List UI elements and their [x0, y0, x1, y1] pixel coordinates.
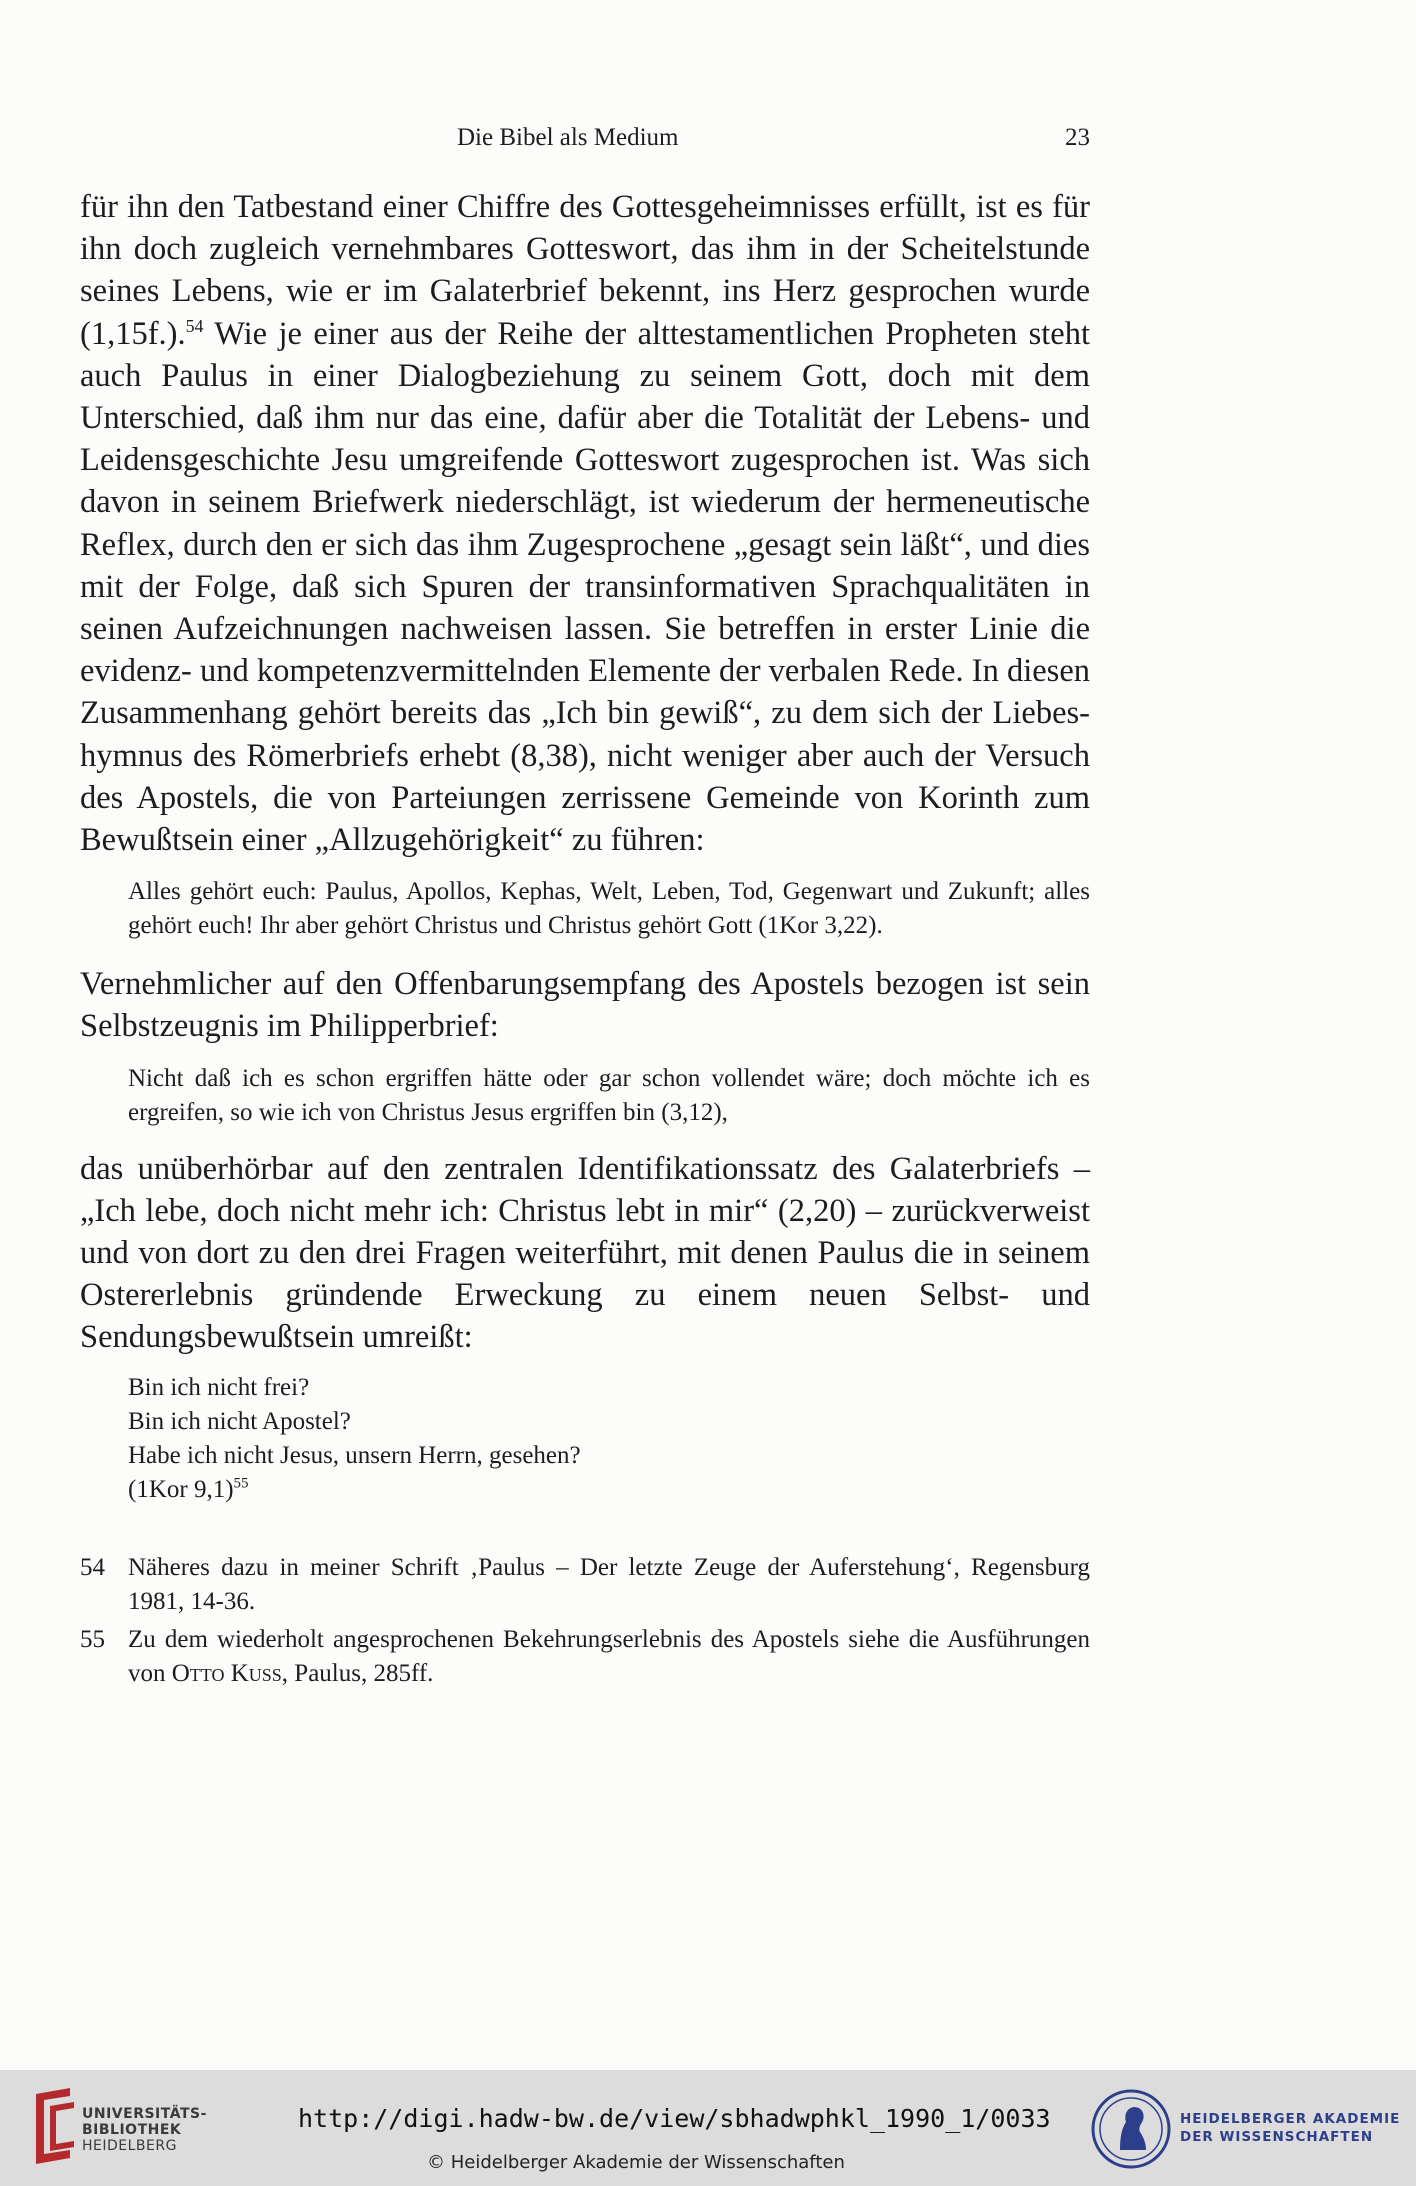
paragraph-3: das unüberhörbar auf den zentralen Identifikationssatz des Galaterbriefs – „Ich lebe, doch nicht mehr ich: Christus lebt in mir“ (2,20) – zurückverweist und von dort zu den drei Fragen weiterführt, mit denen Paulus die in seinem Ostererlebnis gründende Erweckung zu einem neuen Selbst- und Sendungsbewußtsein umreißt: [80, 1150, 1090, 1356]
verse-line-3: Habe ich nicht Jesus, unsern Herrn, gesehen? [128, 1441, 581, 1469]
paragraph-1-part-a: für ihn den Tatbestand einer Chiffre des Gottesgeheimnisses erfüllt, ist es für ihn doch zugleich vernehmbares Gotteswort, das ihm in der Scheitelstunde seines Lebens, wie er im Galaterbrief bekennt, ins Herz gesprochen wurde (1,15f.). [80, 189, 1090, 352]
ub-line-3: HEIDELBERG [82, 2138, 177, 2154]
main-text [80, 186, 1090, 1695]
footnote-author: Otto Kuss [171, 1659, 282, 1687]
verse-citation: (1Kor 9,1) [128, 1475, 234, 1503]
footnote-text: Näheres dazu in meiner Schrift ‚Paulus – Der letzte Zeuge der Auferstehung‘, Regensburg 1981, 14-36. [128, 1553, 1090, 1615]
academy-line-1: HEIDELBERGER AKADEMIE [1180, 2111, 1401, 2127]
running-title: Die Bibel als Medium [457, 124, 679, 151]
ub-line-1: UNIVERSITÄTS- [82, 2106, 207, 2122]
footnote-54 [80, 1551, 1090, 1619]
block-quote-1: Alles gehört euch: Paulus, Apollos, Kephas, Welt, Leben, Tod, Gegenwart und Zukunft; alles gehört euch! Ihr aber gehört Christus und Christus gehört Gott (1Kor 3,22). [128, 878, 1090, 940]
university-library-logo-icon [30, 2084, 86, 2170]
footnote-number: 55 [80, 1625, 105, 1653]
footnote-text-part-b: , Paulus, 285ff. [281, 1659, 434, 1687]
digitization-banner [0, 2070, 1416, 2186]
footnote-text [128, 1626, 1090, 1687]
academy-seal-icon [1090, 2088, 1172, 2170]
paragraph-1 [80, 186, 1090, 861]
footnotes [80, 1551, 1090, 1691]
block-quote-2: Nicht daß ich es schon ergriffen hätte oder gar schon vollendet wäre; doch möchte ich es ergreifen, so wie ich von Christus Jesus ergriffen bin (3,12), [128, 1064, 1090, 1126]
permalink[interactable]: http://digi.hadw-bw.de/view/sbhadwphkl_1990_1/0033 [298, 2104, 1051, 2133]
footnote-ref-54: 54 [185, 315, 204, 336]
verse-quote [80, 1371, 1090, 1507]
page-number: 23 [1065, 124, 1090, 151]
footnote-number: 54 [80, 1553, 105, 1581]
university-library-name [82, 2106, 207, 2154]
verse-line-4 [128, 1473, 1090, 1507]
verse-line-2: Bin ich nicht Apostel? [128, 1407, 351, 1435]
copyright-notice: © Heidelberger Akademie der Wissenschaften [427, 2152, 845, 2173]
paragraph-1-part-b: Wie je einer aus der Reihe der alttestamentlichen Propheten steht auch Paulus in einer Dialogbeziehung zu seinem Gott, doch mit dem Unterschied, daß ihm nur das eine, dafür aber die Totalität der Lebens- und Leidensgeschichte Jesu umgreifende Gotteswort zugesprochen ist. Was sich davon in seinem Briefwerk niederschlägt, ist wiederum der hermeneutische Reflex, durch den er sich das ihm Zugesprochene „gesagt sein läßt“, und dies mit der Folge, daß sich Spuren der transinformativen Sprachqualitäten in seinen Aufzeichnungen nachweisen lassen. Sie betreffen in erster Linie die evidenz- und kompetenzvermittelnden Elemente der verbalen Rede. In diesen Zusammenhang gehört bereits das „Ich bin gewiß“, zu dem sich der Liebeshymnus des Römerbriefs erhebt (8,38), nicht weniger aber auch der Versuch des Apostels, die von Parteiungen zerrissene Gemeinde von Korinth zum Bewußtsein einer „Allzugehörigkeit“ zu führen: [80, 315, 1090, 859]
running-head [80, 124, 1090, 158]
ub-line-2: BIBLIOTHEK [82, 2122, 182, 2138]
footnote-55 [80, 1623, 1090, 1691]
academy-name [1180, 2110, 1400, 2146]
verse-line-1: Bin ich nicht frei? [128, 1373, 310, 1401]
paragraph-2: Vernehmlicher auf den Offenbarungsempfang des Apostels bezogen ist sein Selbstzeugnis im Philipperbrief: [80, 966, 1090, 1045]
footnote-ref-55: 55 [233, 1475, 249, 1492]
academy-line-2: DER WISSENSCHAFTEN [1180, 2129, 1374, 2145]
footnote-text-part-a: Zu dem wiederholt angesprochenen Bekehrungserlebnis des Apostels siehe die Ausführungen von [128, 1625, 1090, 1687]
